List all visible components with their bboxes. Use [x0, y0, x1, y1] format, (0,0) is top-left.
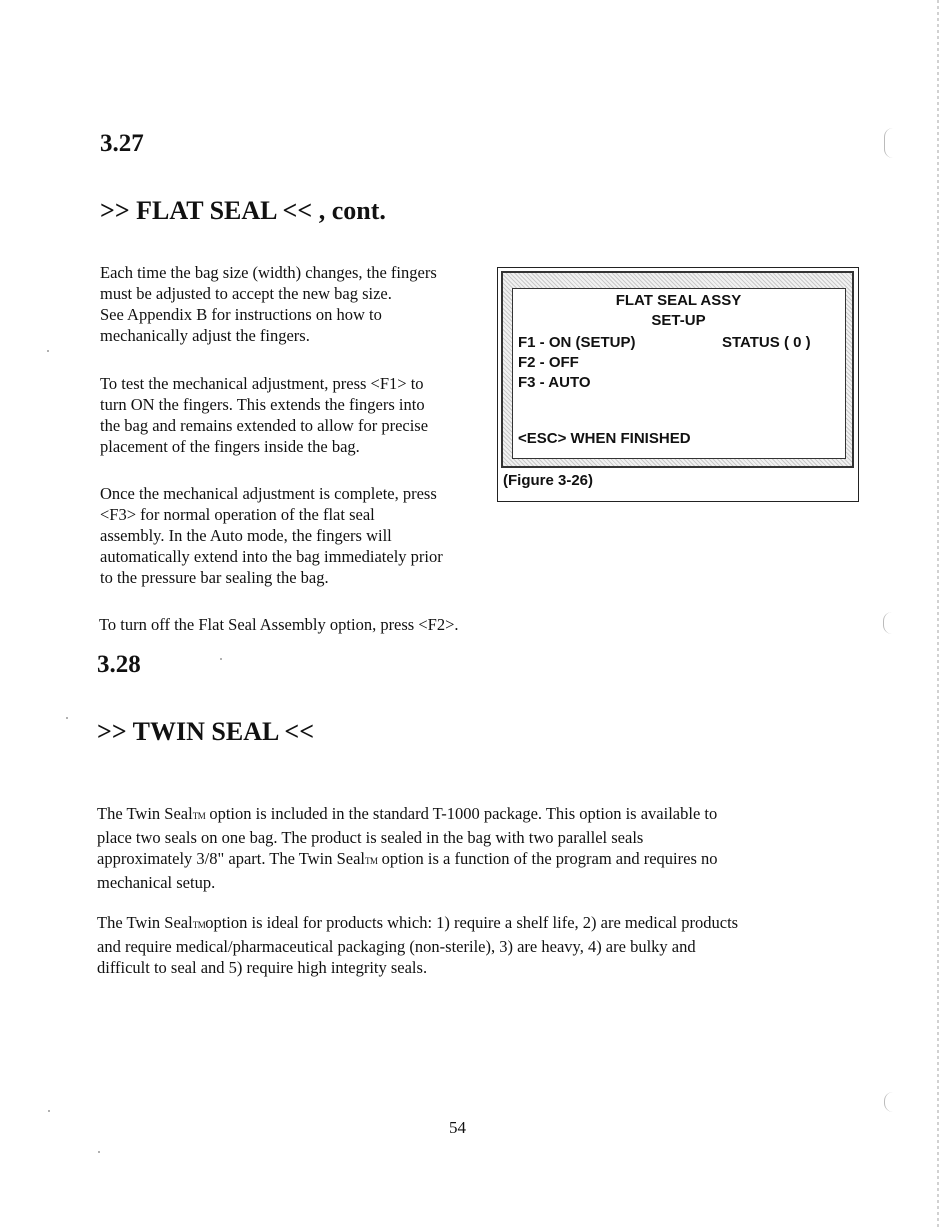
screen-option-f1: F1 - ON (SETUP) [518, 334, 636, 351]
text-line: difficult to seal and 5) require high integrity seals. [97, 958, 428, 977]
text-line: turn ON the fingers. This extends the fingers into [100, 395, 425, 414]
text-fragment: option is ideal for products which: 1) require a shelf life, 2) are medical products [205, 913, 739, 932]
text-fragment: option is a function of the program and requires no [377, 849, 718, 868]
twin-seal-paragraph-2 [97, 912, 738, 978]
text-line: To test the mechanical adjustment, press <F1> to [100, 374, 424, 393]
twin-seal-paragraph-1 [97, 803, 718, 893]
flat-seal-paragraph-3 [100, 483, 443, 588]
flat-seal-paragraph-2 [100, 373, 428, 457]
text-line: Once the mechanical adjustment is complete, press [100, 484, 437, 503]
figure-3-26 [497, 267, 859, 502]
page-number: 54 [449, 1118, 466, 1137]
text-line [97, 912, 738, 936]
trademark-mark: TM [365, 856, 378, 866]
text-line [97, 848, 718, 872]
text-line: See Appendix B for instructions on how to [100, 305, 382, 324]
text-line [97, 803, 718, 827]
section-number-3-28: 3.28 [97, 651, 141, 678]
screen-status: STATUS ( 0 ) [722, 334, 811, 351]
scan-speck [66, 717, 68, 719]
scan-mark [884, 128, 893, 158]
trademark-mark: TM [192, 811, 206, 821]
scan-speck [98, 1151, 100, 1153]
scan-speck [220, 658, 222, 660]
screen-option-f2: F2 - OFF [518, 354, 579, 371]
text-line: Each time the bag size (width) changes, the fingers [100, 263, 437, 282]
text-fragment: The Twin Seal [97, 913, 193, 932]
text-line: placement of the fingers inside the bag. [100, 437, 360, 456]
text-fragment: The Twin Seal [97, 804, 193, 823]
screen-option-f3: F3 - AUTO [518, 374, 591, 391]
text-fragment: option is included in the standard T-1000 package. This option is available to [205, 804, 718, 823]
text-line: to the pressure bar sealing the bag. [100, 568, 329, 587]
figure-caption: (Figure 3-26) [503, 472, 594, 489]
screen-display [512, 288, 846, 459]
screen-esc-instruction: <ESC> WHEN FINISHED [518, 430, 691, 447]
section-title-twin-seal: >> TWIN SEAL << [97, 717, 315, 746]
scan-speck [47, 350, 49, 352]
scan-edge-line [937, 0, 939, 1228]
section-number-3-27: 3.27 [100, 130, 144, 157]
screen-bezel [501, 271, 854, 468]
text-fragment: approximately 3/8" apart. The Twin Seal [97, 849, 365, 868]
scan-mark [884, 1092, 893, 1112]
scan-speck [48, 1110, 50, 1112]
text-line: mechanically adjust the fingers. [100, 326, 310, 345]
text-line: assembly. In the Auto mode, the fingers will [100, 526, 392, 545]
screen-subtitle: SET-UP [651, 312, 706, 329]
flat-seal-paragraph-1 [100, 262, 437, 346]
flat-seal-paragraph-4: To turn off the Flat Seal Assembly option, press <F2>. [99, 615, 459, 634]
text-line: mechanical setup. [97, 873, 216, 892]
section-title-flat-seal: >> FLAT SEAL << , cont. [100, 196, 386, 225]
text-line: the bag and remains extended to allow for precise [100, 416, 429, 435]
trademark-mark: TM [192, 920, 206, 930]
text-line: <F3> for normal operation of the flat seal [100, 505, 375, 524]
text-line: place two seals on one bag. The product is sealed in the bag with two parallel seals [97, 828, 644, 847]
text-line: and require medical/pharmaceutical packaging (non-sterile), 3) are heavy, 4) are bulky and [97, 937, 696, 956]
screen-title: FLAT SEAL ASSY [615, 292, 742, 309]
scan-mark [883, 612, 892, 634]
text-line: must be adjusted to accept the new bag size. [100, 284, 392, 303]
text-line: automatically extend into the bag immediately prior [100, 547, 443, 566]
